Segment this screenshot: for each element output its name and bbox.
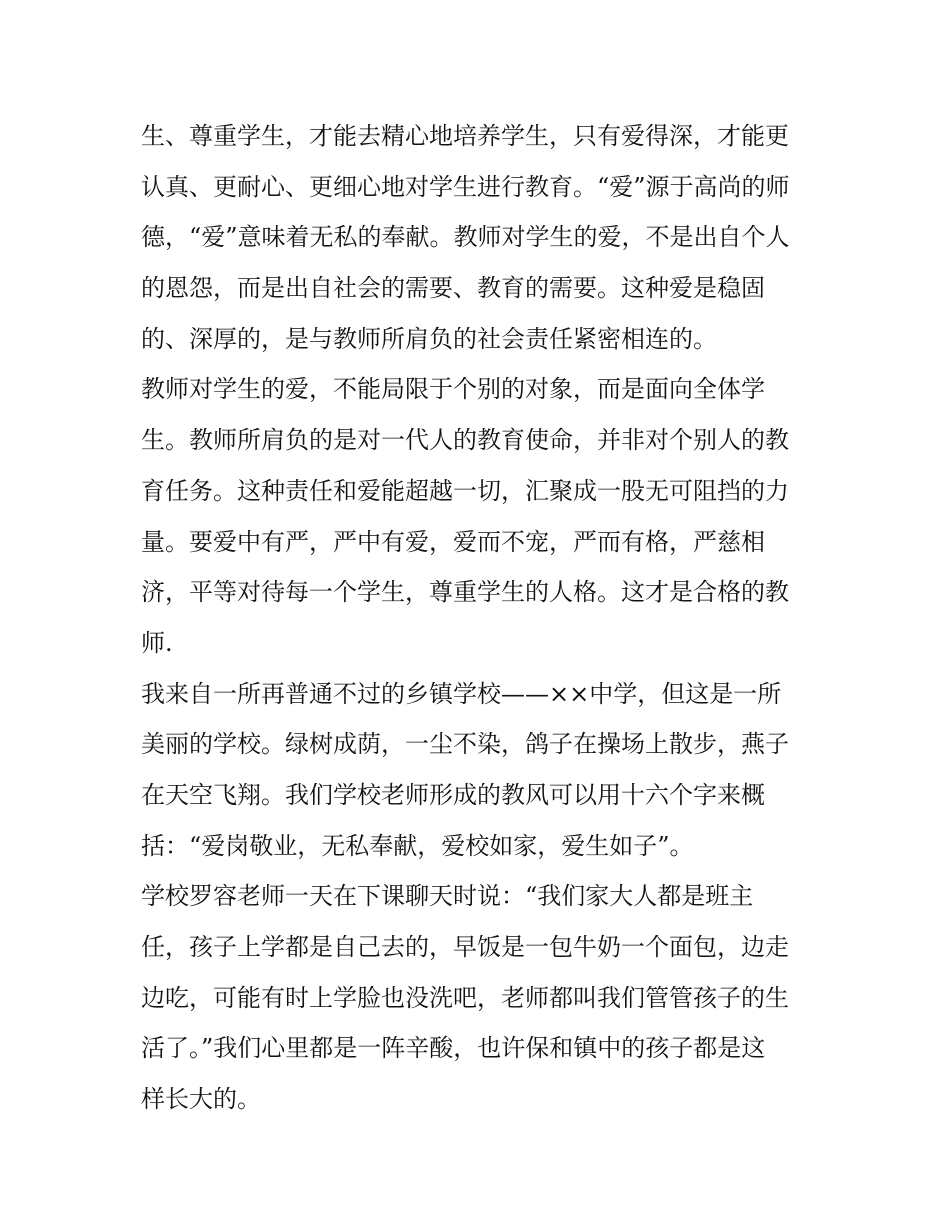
text-line: 在天空飞翔。我们学校老师形成的教风可以用十六个字来概 bbox=[141, 780, 765, 809]
text-line: 德，“爱”意味着无私的奉献。教师对学生的爱，不是出自个人 bbox=[141, 223, 790, 252]
text-line: 边吃，可能有时上学脸也没洗吧，老师都叫我们管管孩子的生 bbox=[141, 983, 789, 1012]
text-line: 样长大的。 bbox=[141, 1085, 261, 1114]
text-line: 生、尊重学生，才能去精心地培养学生，只有爱得深，才能更 bbox=[141, 122, 789, 150]
text-line: 活了。”我们心里都是一阵辛酸，也许保和镇中的孩子都是这 bbox=[141, 1034, 766, 1063]
text-line: 教师对学生的爱，不能局限于个别的对象，而是面向全体学 bbox=[141, 375, 765, 404]
text-line: 育任务。这种责任和爱能超越一切，汇聚成一股无可阻挡的力 bbox=[141, 476, 789, 505]
text-line: 的恩怨，而是出自社会的需要、教育的需要。这种爱是稳固 bbox=[141, 274, 765, 303]
text-line: 生。教师所肩负的是对一代人的教育使命，并非对个别人的教 bbox=[141, 426, 789, 455]
text-line: 师. bbox=[141, 628, 173, 657]
text-line: 认真、更耐心、更细心地对学生进行教育。“爱”源于高尚的师 bbox=[141, 172, 790, 201]
text-line: 的、深厚的，是与教师所肩负的社会责任紧密相连的。 bbox=[141, 324, 717, 353]
text-line: 任，孩子上学都是自己去的，早饭是一包牛奶一个面包，边走 bbox=[141, 933, 789, 961]
text-line: 括：“爱岗敬业，无私奉献，爱校如家，爱生如子”。 bbox=[141, 831, 694, 860]
text-line: 济，平等对待每一个学生，尊重学生的人格。这才是合格的教 bbox=[141, 578, 789, 607]
body-text bbox=[141, 111, 821, 1125]
text-line: 量。要爱中有严，严中有爱，爱而不宠，严而有格，严慈相 bbox=[141, 527, 765, 556]
text-line: 学校罗容老师一天在下课聊天时说：“我们家大人都是班主 bbox=[141, 882, 754, 911]
text-line: 美丽的学校。绿树成荫，一尘不染，鸽子在操场上散步，燕子 bbox=[141, 730, 789, 759]
text-line: 我来自一所再普通不过的乡镇学校——××中学，但这是一所 bbox=[141, 679, 782, 708]
